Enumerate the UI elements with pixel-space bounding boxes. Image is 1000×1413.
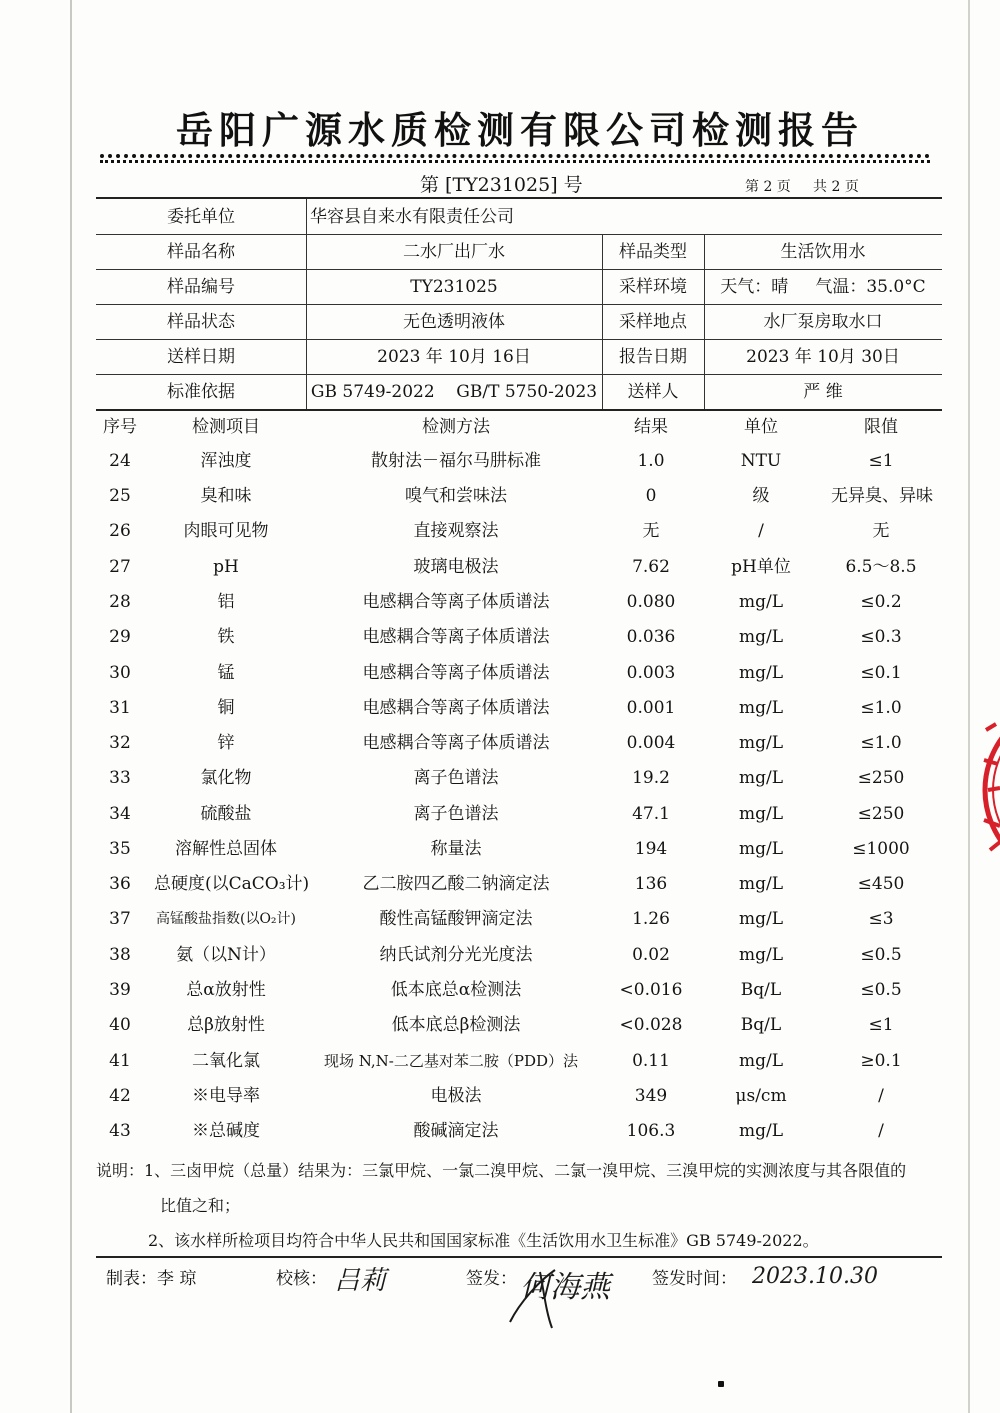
sample-state-label: 样品状态 <box>167 312 235 332</box>
row-method: 现场 N,N-二乙基对苯二胺（PDD）法 <box>323 1052 579 1070</box>
row-seq: 30 <box>109 663 131 683</box>
info-row <box>96 339 942 375</box>
row-unit: μs/cm <box>735 1086 787 1106</box>
col-item-header: 检测项目 <box>192 417 260 437</box>
row-item: 氯化物 <box>200 768 252 788</box>
row-unit: mg/L <box>738 627 784 647</box>
col-seq-header: 序号 <box>103 417 137 437</box>
row-seq: 34 <box>109 804 131 824</box>
row-item: 高锰酸盐指数(以O₂计) <box>155 911 296 927</box>
row-seq: 28 <box>109 592 131 612</box>
row-limit: 无 <box>872 521 890 541</box>
row-method: 纳氏试剂分光光度法 <box>379 945 533 965</box>
row-result: 无 <box>642 521 660 541</box>
row-limit: ≤0.3 <box>860 627 902 647</box>
row-seq: 37 <box>109 909 131 929</box>
note-1-line-1: 说明：1、三卤甲烷（总量）结果为：三氯甲烷、一氯二溴甲烷、二氯一溴甲烷、三溴甲烷的实测浓度与其各限值的 <box>96 1161 907 1180</box>
row-seq: 26 <box>109 521 131 541</box>
checked-by-label: 校核： <box>276 1269 327 1289</box>
table-row <box>96 550 942 585</box>
row-limit: ≤1000 <box>852 839 910 859</box>
report-date-value: 2023 年 10月 30日 <box>746 347 900 367</box>
table-row <box>96 726 942 761</box>
row-item: 总β放射性 <box>187 1015 265 1035</box>
row-seq: 36 <box>109 874 131 894</box>
row-unit: mg/L <box>738 1051 784 1071</box>
table-row <box>96 444 942 479</box>
info-row <box>96 269 942 305</box>
table-row <box>96 1008 942 1043</box>
row-result: <0.016 <box>619 980 683 1000</box>
info-row <box>96 199 942 235</box>
row-item: ※总碱度 <box>192 1121 260 1141</box>
row-method: 嗅气和尝味法 <box>405 486 507 506</box>
sample-no-value: TY231025 <box>410 277 498 297</box>
row-item: 臭和味 <box>200 486 252 506</box>
row-result: <0.028 <box>619 1015 683 1035</box>
title-divider <box>100 154 930 158</box>
row-limit: ≤0.5 <box>860 945 902 965</box>
row-limit: ≤1 <box>868 1015 894 1035</box>
table-row <box>96 620 942 655</box>
table-row <box>96 797 942 832</box>
row-method: 称量法 <box>430 839 482 859</box>
page-edge <box>70 0 72 1413</box>
standard-label: 标准依据 <box>167 382 235 402</box>
row-unit: 级 <box>752 486 770 506</box>
sampling-site-value: 水厂泵房取水口 <box>763 312 883 332</box>
row-method: 酸性高锰酸钾滴定法 <box>379 909 533 929</box>
table-row <box>96 902 942 937</box>
row-result: 136 <box>634 874 668 894</box>
row-method: 电感耦合等离子体质谱法 <box>362 663 550 683</box>
col-result-header: 结果 <box>634 417 668 437</box>
sample-info-table <box>96 197 942 409</box>
row-result: 0.036 <box>626 627 676 647</box>
sampling-env-label: 采样环境 <box>619 277 687 297</box>
row-unit: mg/L <box>738 945 784 965</box>
row-unit: mg/L <box>738 733 784 753</box>
row-limit: ≤450 <box>857 874 905 894</box>
row-limit: ≤3 <box>868 909 894 929</box>
row-seq: 39 <box>109 980 131 1000</box>
issue-time-label: 签发时间： <box>652 1269 737 1289</box>
row-method: 离子色谱法 <box>413 768 499 788</box>
row-method: 电感耦合等离子体质谱法 <box>362 592 550 612</box>
row-unit: mg/L <box>738 698 784 718</box>
row-item: 总α放射性 <box>186 980 266 1000</box>
row-limit: ≤1.0 <box>860 733 902 753</box>
approved-signature: 何海燕 <box>520 1270 610 1305</box>
sampling-env-value: 天气：晴 气温：35.0°C <box>720 277 926 297</box>
report-title: 岳阳广源水质检测有限公司检测报告 <box>176 109 864 152</box>
row-method: 直接观察法 <box>413 521 499 541</box>
row-item: 溶解性总固体 <box>175 839 277 859</box>
results-header <box>96 410 942 445</box>
row-seq: 40 <box>109 1015 131 1035</box>
row-result: 194 <box>634 839 668 859</box>
row-unit: Bq/L <box>740 1015 782 1035</box>
row-item: pH <box>213 557 239 577</box>
row-method: 玻璃电极法 <box>413 557 499 577</box>
row-result: 0.003 <box>626 663 676 683</box>
row-item: 锰 <box>217 663 235 683</box>
row-method: 低本底总β检测法 <box>391 1015 521 1035</box>
approved-signature-stroke <box>500 1262 650 1332</box>
row-method: 乙二胺四乙酸二钠滴定法 <box>362 874 550 894</box>
row-unit: NTU <box>740 451 782 471</box>
sample-no-label: 样品编号 <box>167 277 235 297</box>
row-limit: 无异臭、异味 <box>831 486 933 506</box>
report-number: 第 [TY231025] 号 <box>420 174 583 196</box>
info-row <box>96 234 942 270</box>
row-item: 锌 <box>217 733 235 753</box>
row-seq: 43 <box>109 1121 131 1141</box>
row-limit: ≤0.2 <box>860 592 902 612</box>
table-row <box>96 867 942 902</box>
row-seq: 32 <box>109 733 131 753</box>
row-seq: 38 <box>109 945 131 965</box>
row-result: 349 <box>634 1086 668 1106</box>
row-unit: mg/L <box>738 909 784 929</box>
table-row <box>96 761 942 796</box>
table-row <box>96 938 942 973</box>
row-unit: / <box>758 521 764 541</box>
col-unit-header: 单位 <box>744 417 778 437</box>
note-1-line-2: 比值之和； <box>160 1196 241 1215</box>
row-seq: 24 <box>109 451 131 471</box>
table-row <box>96 1079 942 1114</box>
row-seq: 31 <box>109 698 131 718</box>
row-seq: 27 <box>109 557 131 577</box>
table-row <box>96 479 942 514</box>
row-result: 0.004 <box>626 733 676 753</box>
sample-type-value: 生活饮用水 <box>780 242 866 262</box>
row-result: 0.11 <box>632 1051 670 1071</box>
row-result: 19.2 <box>632 768 670 788</box>
signature-divider <box>96 1256 942 1258</box>
row-unit: mg/L <box>738 804 784 824</box>
delivery-date-value: 2023 年 10月 16日 <box>377 347 531 367</box>
row-limit: 6.5～8.5 <box>845 557 917 577</box>
table-row <box>96 691 942 726</box>
row-method: 电感耦合等离子体质谱法 <box>362 733 550 753</box>
issue-time-value: 2023.10.30 <box>752 1264 878 1289</box>
row-seq: 25 <box>109 486 131 506</box>
prepared-by: 制表：李 琼 <box>106 1269 197 1289</box>
sender-label: 送样人 <box>627 382 679 402</box>
table-row <box>96 585 942 620</box>
row-result: 0 <box>645 486 657 506</box>
note-2: 2、该水样所检项目均符合中华人民共和国国家标准《生活饮用水卫生标准》GB 5749-2022。 <box>148 1231 819 1250</box>
row-limit: / <box>878 1121 884 1141</box>
page-edge <box>968 0 970 1413</box>
table-row <box>96 832 942 867</box>
standard-value: GB 5749-2022 GB/T 5750-2023 <box>310 382 598 402</box>
row-result: 0.02 <box>632 945 670 965</box>
table-row <box>96 656 942 691</box>
row-seq: 29 <box>109 627 131 647</box>
row-result: 7.62 <box>632 557 670 577</box>
row-limit: / <box>878 1086 884 1106</box>
row-limit: ≤0.1 <box>860 663 902 683</box>
row-limit: ≤250 <box>857 804 905 824</box>
table-row <box>96 1044 942 1079</box>
row-seq: 33 <box>109 768 131 788</box>
scan-mark <box>718 1381 724 1387</box>
row-method: 电极法 <box>430 1086 482 1106</box>
sample-state-value: 无色透明液体 <box>403 312 505 332</box>
row-method: 电感耦合等离子体质谱法 <box>362 698 550 718</box>
row-unit: mg/L <box>738 663 784 683</box>
table-row <box>96 514 942 549</box>
row-method: 散射法－福尔马肼标准 <box>371 451 541 471</box>
row-result: 106.3 <box>626 1121 676 1141</box>
row-limit: ≥0.1 <box>860 1051 902 1071</box>
client-value: 华容县自来水有限责任公司 <box>310 207 514 227</box>
row-item: 肉眼可见物 <box>183 521 269 541</box>
report-date-label: 报告日期 <box>619 347 687 367</box>
row-unit: mg/L <box>738 1121 784 1141</box>
row-limit: ≤1.0 <box>860 698 902 718</box>
sample-type-label: 样品类型 <box>619 242 687 262</box>
row-unit: Bq/L <box>740 980 782 1000</box>
row-seq: 42 <box>109 1086 131 1106</box>
row-method: 酸碱滴定法 <box>413 1121 499 1141</box>
title-divider <box>100 160 930 163</box>
sample-name-label: 样品名称 <box>167 242 235 262</box>
row-seq: 35 <box>109 839 131 859</box>
row-method: 低本底总α检测法 <box>390 980 522 1000</box>
row-result: 0.001 <box>626 698 676 718</box>
row-item: 浑浊度 <box>200 451 252 471</box>
row-seq: 41 <box>109 1051 131 1071</box>
sample-name-value: 二水厂出厂水 <box>403 242 505 262</box>
row-unit: mg/L <box>738 592 784 612</box>
table-row <box>96 973 942 1008</box>
row-result: 0.080 <box>626 592 676 612</box>
sender-value: 严 维 <box>803 382 843 402</box>
row-item: 铜 <box>217 698 235 718</box>
divider <box>306 199 307 234</box>
row-unit: pH单位 <box>731 557 791 577</box>
delivery-date-label: 送样日期 <box>167 347 235 367</box>
page-number: 第 2 页 共 2 页 <box>745 179 859 195</box>
client-label: 委托单位 <box>167 207 235 227</box>
row-method: 电感耦合等离子体质谱法 <box>362 627 550 647</box>
row-result: 1.26 <box>632 909 670 929</box>
row-unit: mg/L <box>738 839 784 859</box>
row-item: 氨（以N计） <box>176 945 276 965</box>
col-limit-header: 限值 <box>864 417 898 437</box>
approved-by-label: 签发： <box>466 1269 517 1289</box>
row-limit: ≤1 <box>868 451 894 471</box>
row-item: 总硬度(以CaCO₃计) <box>154 874 310 894</box>
table-row <box>96 1114 942 1149</box>
info-row <box>96 304 942 340</box>
official-seal-icon <box>978 690 1000 890</box>
row-item: 二氧化氯 <box>192 1051 260 1071</box>
info-row <box>96 374 942 411</box>
sampling-site-label: 采样地点 <box>619 312 687 332</box>
checked-signature: 吕莉 <box>334 1266 387 1296</box>
row-result: 47.1 <box>632 804 670 824</box>
row-limit: ≤250 <box>857 768 905 788</box>
col-method-header: 检测方法 <box>422 417 490 437</box>
row-method: 离子色谱法 <box>413 804 499 824</box>
row-unit: mg/L <box>738 768 784 788</box>
row-item: 硫酸盐 <box>200 804 252 824</box>
row-result: 1.0 <box>637 451 665 471</box>
row-limit: ≤0.5 <box>860 980 902 1000</box>
row-item: 铁 <box>217 627 235 647</box>
row-unit: mg/L <box>738 874 784 894</box>
row-item: ※电导率 <box>192 1086 260 1106</box>
row-item: 铝 <box>217 592 235 612</box>
